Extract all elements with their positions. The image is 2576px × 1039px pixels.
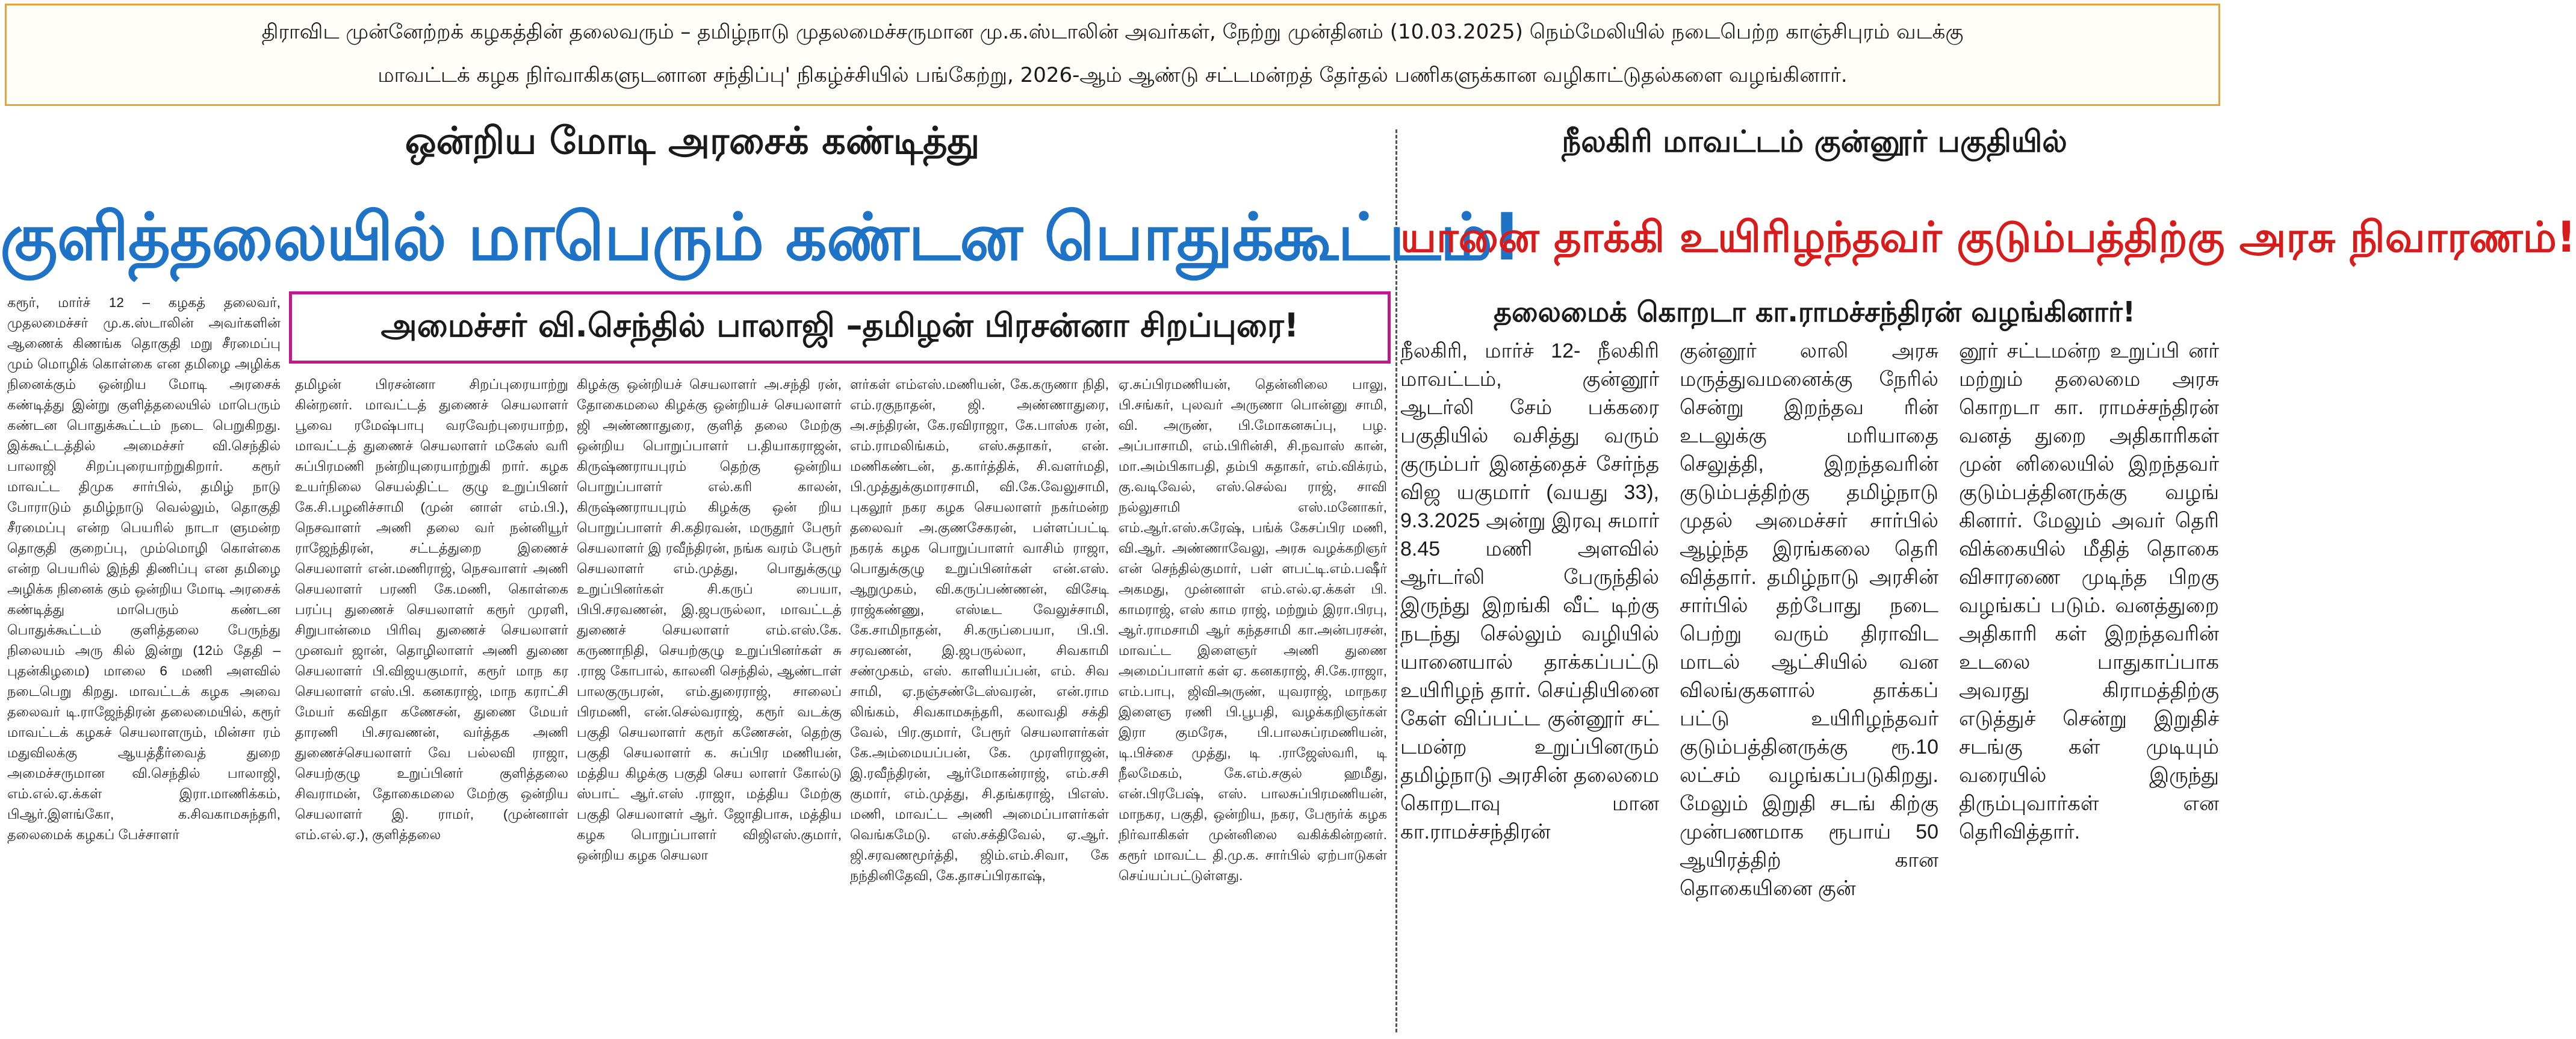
photo-caption-line-2: மாவட்டக் கழக நிர்வாகிகளுடனான சந்திப்பு' நிகழ்ச்சியில் பங்கேற்று, 2026-ஆம் ஆண்டு சட்டமன்றத் தேர்தல் பணிகளுக்கான வழிகாட்டுதல்களை வழங்கினார்.	[377, 63, 1848, 87]
left-article-column-5	[1119, 374, 1387, 1037]
left-article-headline: குளித்தலையில் மாபெரும் கண்டன பொதுக்கூட்டம்!	[0, 200, 1521, 275]
left-article-subhead-box	[289, 291, 1391, 364]
left-article-column-1	[7, 293, 281, 1037]
left-article-column-3	[577, 374, 842, 1037]
left-article-column-2-text: தமிழன் பிரசன்னா சிறப்புரையாற்று கின்றனர். மாவட்டத் துணைச் செயலாளர் பூவை ரமேஷ்பாபு வரவேற்புரையாற்ற, மாவட்டத் துணைச் செயலாளர் மகேஸ் வரி சுப்பிரமணி நன்றியுரையாற்றுகி றார். கழக உயர்நிலை செயல்திட்ட குழு உறுப்பினர் கே.சி.பழனிச்சாமி (முன் னாள் எம்.பி.), நெசவாளர் அணி தலை வர் நன்னியூர் ராஜேந்திரன், சட்டத்துறை இணைச் செயலாளர் என்.மணிராஜ், நெசவாளர் அணி செயலாளர் பரணி கே.மணி, கொள்கை பரப்பு துணைச் செயலாளர் கரூர் முரளி, சிறுபான்மை பிரிவு துணைச் செயலாளர் முனவர் ஜான், தொழிலாளர் அணி துணை செயலாளர் பி.விஜயகுமார், கரூர் மாந கர செயலாளர் எஸ்.பி. கனகராஜ், மாந கராட்சி மேயர் கவிதா கணேசன், துணை மேயர் தாரணி பி.சரவணன், வர்த்தக அணி துணைச்செயலாளர் வே பல்லவி ராஜா, செயற்குழு உறுப்பினர் குளித்தலை சிவராமன், தோகைமலை மேற்கு ஒன்றிய செயலாளர் இ. ராமர், (முன்னாள் எம்.எல்.ஏ.), குளித்தலை	[295, 377, 568, 842]
right-article-column-3-text: னூர் சட்டமன்ற உறுப்பி னர் மற்றும் தலைமை அரசு கொறடா கா. ராமச்சந்திரன் வனத் துறை அதிகாரிகள் முன் னிலையில் இறந்தவர் குடும்பத்தினருக்கு வழங் கினார். மேலும் அவர் தெரி விக்கையில் மீதித் தொகை விசாரணை முடிந்த பிறகு வழங்கப் படும். வனத்துறை அதிகாரி கள் இறந்தவரின் உடலை பாதுகாப்பாக அவரது கிராமத்திற்கு எடுத்துச் சென்று இறுதிச் சடங்கு கள் முடியும் வரையில் இருந்து திரும்புவார்கள் என தெரிவித்தார்.	[1959, 340, 2219, 843]
right-article-subhead: தலைமைக் கொறடா கா.ராமச்சந்திரன் வழங்கினார்!	[1494, 296, 2135, 328]
left-article-column-4-text: ளர்கள் எம்எஸ்.மணியன், கே.கருணா நிதி, எம்.ரகுநாதன், ஜி. அண்ணாதுரை, அ.சந்திரன், கே.ரவிராஜா, கே.பாஸ்க ரன், எம்.ராமலிங்கம், எஸ்.சுதாகர், என். மணிகண்டன், த.கார்த்திக், சி.வளர்மதி, பி.முத்துக்குமாரசாமி, வி.கே.வேலுசாமி, புகலூர் நகர கழக செயலாளர் நகர்மன்ற தலைவர் அ.குணசேகரன், பள்ளப்பட்டி நகரக் கழக பொறுப்பாளர் வாசிம் ராஜா, பொதுக்குழு உறுப்பினர்கள் என்.எஸ். ஆறுமுகம், வி.கருப்பண்ணன், விசேடி ராஜ்கண்ணு, எஸ்டீட வேலுச்சாமி, கே.சாமிநாதன், சி.கருப்பையா, பி.பி. சரவணன், இ.ஜபருல்லா, சிவகாமி சண்முகம், எஸ். காளியப்பன், எம். சிவ சாமி, ஏ.நஞ்சண்டேஸ்வரன், என்.ராம லிங்கம், சிவகாமசுந்தரி, கலாவதி சக்தி வேல், பிர.குமார், பேரூர் செயலாளர்கள் கே.அம்மையப்பன், கே. முரளிராஜன், இ.ரவீந்திரன், ஆர்மோகன்ராஜ், எம்.சசி குமார், எம்.முத்து, சி.தங்கராஜ், பிஎஸ். மணி, மாவட்ட அணி அமைப்பாளர்கள் வெங்கமேடு. எஸ்.சக்திவேல், ஏ.ஆர். ஜி.சரவணமூர்த்தி, ஜிம்.எம்.சிவா, கே நந்தினிதேவி, கே.தாசப்பிரகாஷ்,	[850, 377, 1109, 883]
right-article-headline: யானை தாக்கி உயிரிழந்தவர் குடும்பத்திற்கு அரசு நிவாரணம்!	[1400, 212, 2576, 262]
left-article-column-4	[850, 374, 1109, 1037]
left-article-kicker: ஒன்றிய மோடி அரசைக் கண்டித்து	[405, 119, 980, 163]
photo-caption-box	[5, 4, 2220, 106]
left-article-column-2	[295, 374, 568, 1037]
left-article-column-1-text: கரூர், மார்ச் 12 – கழகத் தலைவர், முதலமைச்சர் மு.க.ஸ்டாலின் அவர்களின் ஆணைக் கிணங்க தொகுதி மறு சீரமைப்பு மும் மொழிக் கொள்கை என தமிழை அழிக்க நினைக்கும் ஒன்றிய மோடி அரசைக் கண்டித்து இன்று குளித்தலையில் மாபெரும் கண்டன பொதுக்கூட்டம் நடை பெறுகிறது. இக்கூட்டத்தில் அமைச்சர் வி.செந்தில் பாலாஜி சிறப்புரையாற்றுகிறார். கரூர் மாவட்ட திமுக சார்பில், தமிழ் நாடு போராடும் தமிழ்நாடு வெல்லும், தொகுதி சீரமைப்பு என்ற பெயரில் நாடா ளுமன்ற தொகுதி குறைப்பு, மும்மொழி கொள்கை என்ற பெயரில் இந்தி திணிப்பு என தமிழை அழிக்க நினைக் கும் ஒன்றிய மோடி அரசைக் கண்டித்து மாபெரும் கண்டன பொதுக்கூட்டம் குளித்தலை பேருந்து நிலையம் அரு கில் இன்று (12ம் தேதி – புதன்கிழமை) மாலை 6 மணி அளவில் நடைபெறு கிறது. மாவட்டக் கழக அவை தலைவர் டி.ராஜேந்திரன் தலைமையில், கரூர் மாவட்டக் கழகச் செயலாளரும், மின்சா ரம் மதுவிலக்கு ஆயத்தீர்வைத் துறை அமைச்சருமான வி.செந்தில் பாலாஜி, எம்.எல்.ஏ.க்கள் இரா.மாணிக்கம், பிஆர்.இளங்கோ, க.சிவகாமசுந்தரி, தலைமைக் கழகப் பேச்சாளர்	[7, 295, 281, 842]
right-article-kicker: நீலகிரி மாவட்டம் குன்னூர் பகுதியில்	[1562, 123, 2067, 159]
right-article-column-1-text: நீலகிரி, மார்ச் 12- நீலகிரி மாவட்டம், குன்னூர் ஆடர்லி சேம் பக்கரை பகுதியில் வசித்து வரும் குரும்பர் இனத்தைச் சேர்ந்த விஜ யகுமார் (வயது 33), 9.3.2025 அன்று இரவு சுமார் 8.45 மணி அளவில் ஆர்டர்லி பேருந்தில் இருந்து இறங்கி வீட் டிற்கு நடந்து செல்லும் வழியில் யானையால் தாக்கப்பட்டு உயிரிழந் தார். செய்தியினை கேள் விப்பட்ட குன்னூர் சட் டமன்ற உறுப்பினரும் தமிழ்நாடு அரசின் தலைமை கொறடாவு மான கா.ராமச்சந்திரன்	[1400, 340, 1659, 843]
left-article-subhead: அமைச்சர் வி.செந்தில் பாலாஜி –தமிழன் பிரசன்னா சிறப்புரை!	[380, 306, 1299, 344]
photo-caption-line-1: திராவிட முன்னேற்றக் கழகத்தின் தலைவரும் – தமிழ்நாடு முதலமைச்சருமான மு.க.ஸ்டாலின் அவர்கள், நேற்று முன்தினம் (10.03.2025) நெம்மேலியில் நடைபெற்ற காஞ்சிபுரம் வடக்கு	[261, 20, 1964, 44]
right-article-column-2	[1680, 337, 1938, 1037]
right-article-column-1	[1400, 337, 1659, 1037]
right-article-column-3	[1959, 337, 2219, 1037]
right-article-column-2-text: குன்னூர் லாலி அரசு மருத்துவமனைக்கு நேரில் சென்று இறந்தவ ரின் உடலுக்கு மரியாதை செலுத்தி, இறந்தவரின் குடும்பத்திற்கு தமிழ்நாடு முதல் அமைச்சர் சார்பில் ஆழ்ந்த இரங்கலை தெரி வித்தார். தமிழ்நாடு அரசின் சார்பில் தற்போது நடை பெற்று வரும் திராவிட மாடல் ஆட்சியில் வன விலங்குகளால் தாக்கப் பட்டு உயிரிழந்தவர் குடும்பத்தினருக்கு ரூ.10 லட்சம் வழங்கப்படுகிறது. மேலும் இறுதி சடங் கிற்கு முன்பணமாக ரூபாய் 50 ஆயிரத்திற் கான தொகையினை குன்	[1680, 340, 1938, 900]
left-article-column-5-text: ஏ.சுப்பிரமணியன், தென்னிலை பாலு, பி.சங்கர், புலவர் அருணா பொன்னு சாமி, வி. அருண், பி.மோகனசுப்பு, பழ. அப்பாசாமி, எம்.பிரின்சி, சி.நவாஸ் கான், மா.அம்பிகாபதி, தம்பி சுதாகர், எம்.விக்ரம், கு.வடிவேல், எஸ்.செல்வ ராஜ், சாவி நல்லுசாமி எஸ்.மனோகர், எம்.ஆர்.எஸ்.சுரேஷ், பங்க் கேசப்பிர மணி, வி.ஆர். அண்ணாவேலு, அரசு வழக்கறிஞர் என் செந்தில்குமார், பள் ளபட்டி.எம்.பஷீர் அகமது, முன்னாள் எம்.எல்.ஏ.க்கள் பி. காமராஜ், எஸ் காம ராஜ், மற்றும் இரா.பிரபு, ஆர்.ராமசாமி ஆர் கந்தசாமி கா.அன்பரசன், மாவட்ட இளைஞர் அணி துணை அமைப்பாளர் கள் ஏ. கனகராஜ், சி.கே.ராஜா, எம்.பாபு, ஜிவிஅருண், யுவராஜ், மாநகர இளைஞ ரணி பி.பூபதி, வழக்கறிஞர்கள் இரா குமரேசு, பி.பாலசுப்ரமணியன், டி.பிச்சை முத்து, டி .ராஜேஸ்வரி, டி நீலமேகம், கே.எம்.சகுல் ஹமீது, என்.பிரபேஷ், எஸ். பாலசுப்பிரமணியன், மாநகர, பகுதி, ஒன்றிய, நகர, பேரூர்க் கழக நிர்வாகிகள் முன்னிலை வகிக்கின்றனர். கரூர் மாவட்ட தி.மு.க. சார்பில் ஏற்பாடுகள் செய்யப்பட்டுள்ளது.	[1119, 377, 1387, 883]
left-article-column-3-text: கிழக்கு ஒன்றியச் செயலாளர் அ.சந்தி ரன், தோகைமலை கிழக்கு ஒன்றியச் செயலாளர் ஜி அண்ணாதுரை, குளித் தலை மேற்கு ஒன்றிய பொறுப்பாளர் ப.தியாகராஜன், கிருஷ்ணராயபுரம் தெற்கு ஒன்றிய பொறுப்பாளர் எல்.கரி காலன், கிருஷ்ணராயபுரம் கிழக்கு ஒன் றிய பொறுப்பாளர் சி.கதிரவன், மருதூர் பேரூர் செயலாளர் இ ரவீந்திரன், நங்க வரம் பேரூர் செயலாளர் எம்.முத்து, பொதுக்குழு உறுப்பினர்கள் சி.கருப் பையா, பிபி.சரவணன், இ.ஜபருல்லா, மாவட்டத் துணைச் செயலாளர் எம்.எஸ்.கே. கருணாநிதி, செயற்குழு உறுப்பினர்கள் சு .ராஜ கோபால், காலனி செந்தில், ஆண்டாள் பாலகுருபரன், எம்.துரைராஜ், சாலைப் பிரமணி, என்.செல்வராஜ், கரூர் வடக்கு பகுதி செயலாளர் கரூர் கணேசன், தெற்கு பகுதி செயலாளர் க. சுப்பிர மணியன், மத்திய கிழக்கு பகுதி செய லாளர் கோல்டு ஸ்பாட் ஆர்.எஸ் .ராஜா, மத்திய மேற்கு பகுதி செயலாளர் ஆர். ஜோதிபாசு, மத்திய கழக பொறுப்பாளர் விஜிஎஸ்.குமார், ஒன்றிய கழக செயலா	[577, 377, 842, 863]
